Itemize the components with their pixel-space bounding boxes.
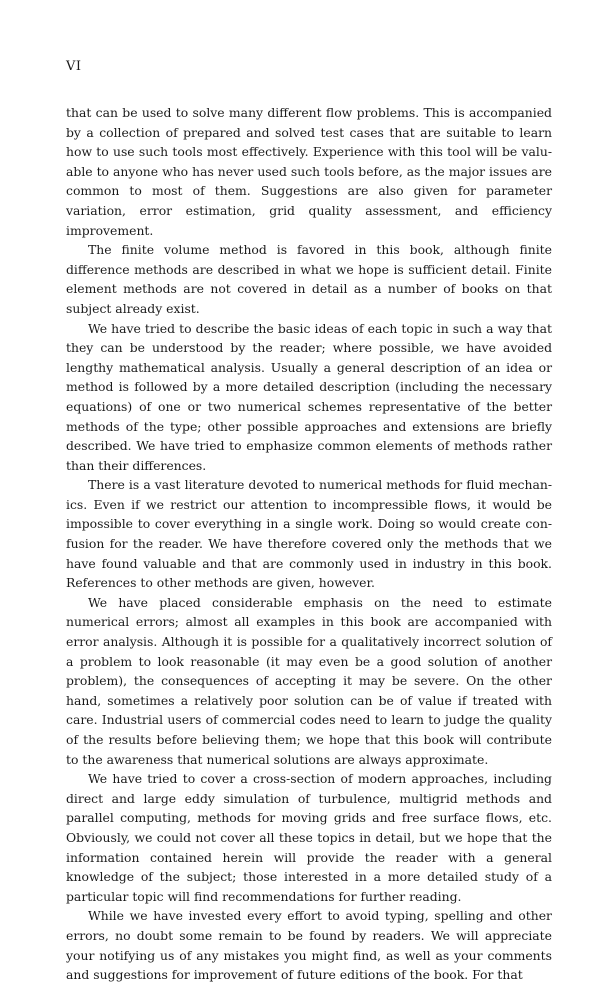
paragraph-numerical-errors: We have placed considerable emphasis on the need to estimate numerical errors; almost all examples in this book are accompanied with error analysis. Although it is possible for a qualitatively incorrect solution of a problem to look reasonable (it may even be a good solution of another problem), the consequences of accepting it may be severe. On the other hand, sometimes a relatively poor solution can be of value if treated with care. Industrial users of commercial codes need to learn to judge the quality of the results before believing them; we hope that this book will contribute to the awareness that numerical solutions are always approximate. — [66, 594, 552, 767]
paragraph-basic-ideas: We have tried to describe the basic ideas of each topic in such a way that they can be understood by the reader; where possible, we have avoided lengthy mathematical analysis. Usually a general description of an idea or method is followed by a more detailed description (including the necessary equations) of one or two numerical schemes representative of the better methods of the type; other possible approaches and extensions are briefly described. We have tried to emphasize common elements of methods rather than their differences. — [66, 320, 552, 473]
paragraph-errors-feedback: While we have invested every effort to avoid typing, spelling and other errors, no doubt some remain to be found by readers. We will appreciate your notifying us of any mistakes you might find, as well as your comments and suggestions for improvement of future editions of the book. For that — [66, 908, 552, 983]
page-number: VI — [66, 59, 82, 74]
body-text — [66, 103, 552, 985]
paragraph-literature: There is a vast literature devoted to numerical methods for fluid mechanics. Even if we restrict our attention to incompressible flows, it would be impossible to cover everything in a single work. Doing so would create confusion for the reader. We have therefore covered only the methods that we have found valuable and that are commonly used in industry in this book. References to other methods are given, however. — [66, 477, 552, 591]
paragraph-finite-volume: The finite volume method is favored in this book, although finite difference methods are described in what we hope is sufficient detail. Finite element methods are not covered in detail as a number of books on that subject already exist. — [66, 242, 552, 316]
paragraph-continued: that can be used to solve many different flow problems. This is accompanied by a collection of prepared and solved test cases that are suitable to learn how to use such tools most effectively. Experience with this tool will be valuable to anyone who has never used such tools before, as the major issues are common to most of them. Suggestions are also given for parameter variation, error estimation, grid quality assessment, and efficiency improvement. — [66, 105, 552, 238]
paragraph-modern-approaches: We have tried to cover a cross-section of modern approaches, including direct and large eddy simulation of turbulence, multigrid methods and parallel computing, methods for moving grids and free surface flows, etc. Obviously, we could not cover all these topics in detail, but we hope that the information contained herein will provide the reader with a general knowledge of the subject; those interested in a more detailed study of a particular topic will find recommendations for further reading. — [66, 771, 552, 904]
